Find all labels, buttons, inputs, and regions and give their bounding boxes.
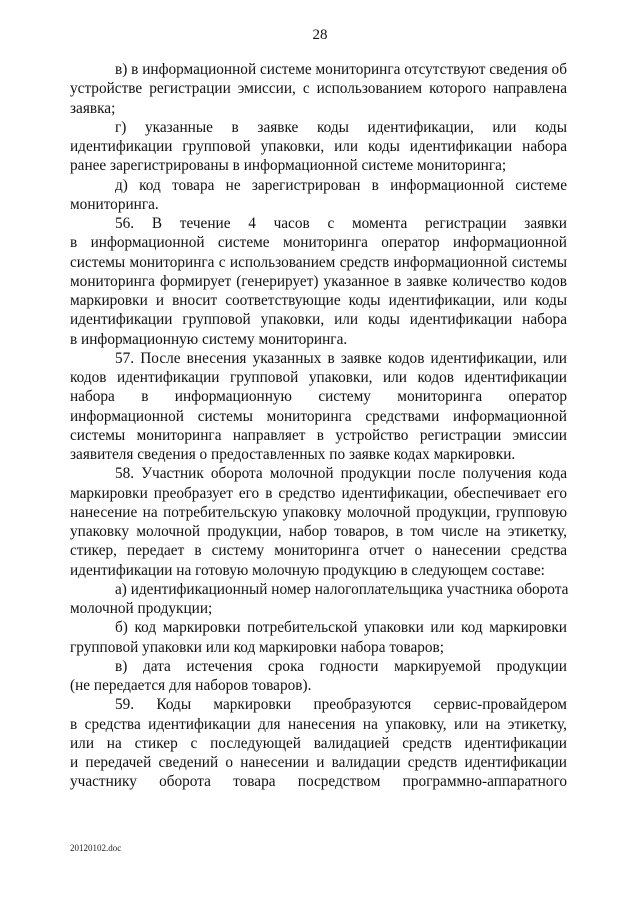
text-line: (не передается для наборов товаров). bbox=[70, 677, 312, 694]
text-line: а) идентификационный номер налогоплательщика участника оборота bbox=[115, 580, 569, 598]
text-line: системы мониторинга с использованием средств информационной системы bbox=[70, 253, 567, 271]
text-line: заявителя сведения о предоставленных по заявке кодах маркировки. bbox=[70, 446, 516, 463]
text-line: мониторинга формирует (генерирует) указанное в заявке количество кодов bbox=[70, 272, 567, 290]
text-line: участнику оборота товара посредством программно-аппаратного bbox=[70, 773, 567, 791]
text-line: заявка; bbox=[70, 99, 116, 117]
text-line: д) код товара не зарегистрирован в информационной системе bbox=[115, 176, 567, 194]
text-line: и передачей сведений о нанесении и валидации средств идентификации bbox=[70, 754, 567, 771]
text-line: молочной продукции; bbox=[70, 600, 213, 617]
text-line: групповой упаковки или код маркировки набора товаров; bbox=[70, 638, 445, 656]
document-body bbox=[70, 60, 567, 792]
text-line: кодов идентификации групповой упаковки, или кодов идентификации bbox=[70, 369, 567, 386]
text-line: информационной системы мониторинга средствами информационной bbox=[70, 407, 567, 425]
text-line: маркировки и вносит соответствующие коды идентификации, или коды bbox=[70, 292, 567, 309]
text-line: 57. После внесения указанных в заявке кодов идентификации, или bbox=[115, 349, 567, 367]
file-name-footer: 20120102.doc bbox=[70, 843, 122, 853]
text-line: устройстве регистрации эмиссии, с использованием которого направлена bbox=[70, 80, 567, 98]
text-line: 56. В течение 4 часов с момента регистрации заявки bbox=[115, 215, 567, 232]
text-line: идентификации групповой упаковки, или коды идентификации набора bbox=[70, 311, 567, 329]
text-line: системы мониторинга направляет в устройство регистрации эмиссии bbox=[70, 426, 567, 444]
text-line: ранее зарегистрированы в информационной системе мониторинга; bbox=[70, 157, 507, 175]
text-line: мониторинга. bbox=[70, 195, 159, 213]
page-number: 28 bbox=[312, 27, 328, 43]
text-line: в) дата истечения срока годности маркируемой продукции bbox=[115, 657, 567, 675]
text-line: б) код маркировки потребительской упаковки или код маркировки bbox=[115, 619, 567, 637]
text-line: упаковку молочной продукции, набор товаров, в том числе на этикетку, bbox=[70, 523, 567, 540]
text-line: маркировки преобразует его в средство идентификации, обеспечивает его bbox=[70, 484, 567, 502]
text-line: стикер, передает в систему мониторинга отчет о нанесении средства bbox=[70, 542, 567, 560]
text-line: 59. Коды маркировки преобразуются сервис-провайдером bbox=[115, 696, 567, 714]
text-line: в информационную систему мониторинга. bbox=[70, 330, 348, 348]
text-line: идентификации на готовую молочную продукцию в следующем составе: bbox=[70, 561, 545, 579]
text-line: в) в информационной системе мониторинга отсутствуют сведения об bbox=[115, 61, 567, 78]
text-line: 58. Участник оборота молочной продукции после получения кода bbox=[115, 465, 567, 483]
text-line: нанесение на потребительскую упаковку молочной продукции, групповую bbox=[70, 503, 567, 521]
text-line: или на стикер с последующей валидацией средств идентификации bbox=[70, 734, 567, 752]
text-line: идентификации групповой упаковки, или коды идентификации набора bbox=[70, 138, 567, 155]
text-line: в средства идентификации для нанесения на упаковку, или на этикетку, bbox=[70, 715, 567, 733]
text-line: в информационной системе мониторинга оператор информационной bbox=[70, 234, 567, 252]
text-line: г) указанные в заявке коды идентификации, или коды bbox=[115, 118, 567, 136]
text-line: набора в информационную систему мониторинга оператор bbox=[70, 388, 567, 406]
